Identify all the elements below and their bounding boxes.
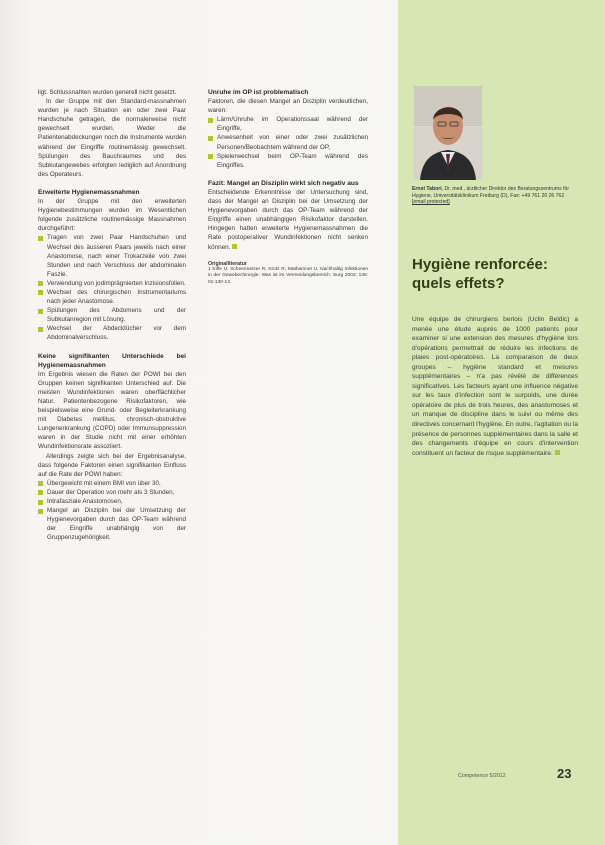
paragraph: Im Ergebnis wiesen die Raten der POWI bei den Gruppen keinen signifikanten Unterschied auf. Die meisten Wundinfektionen waren oberflächlicher Natur. Patientenbezogene Risikofaktoren, wie beispielsweise eine Grund- oder Begleiterkrankung mit Diabetes mellitus, chronisch-obstruktive Lungenerkrankung (COPD) oder Immunsuppression waren in der Studie nicht mit einer erhöhten Wundinfektionsrate assoziiert. [38,370,186,451]
list-item: Intrafasziale Anastomosen, [38,497,186,506]
bullet-list [38,479,186,543]
title-line-1: Hygiène renforcée: [412,256,548,273]
conclusion-text: Entscheidende Erkenntnisse der Untersuchung sind, dass der Mangel an Disziplin bei der Umsetzung der Hygienevorgaben durch das OP-Team während der Eingriffe einen unabhängigen Risikofaktor darstellen. Hingegen hatten erweiterte Hygienemassnahmen die Rate postoperativer Wundinfektionen nicht senken können. [208,188,368,251]
reference-item: 1 Kiffe U, Scheermetzer R, Krotz R, Mathamnet U. Nachhaltig Infektionen in der Gewebechirurgie: Was ist im Vermeidungsbereich. Surg 2002; 136: 01-130-13. [208,267,368,285]
author-photo [414,86,482,180]
paragraph [208,188,368,252]
section-heading: Erweiterte Hygienemassnahmen [38,188,140,196]
section-heading: Fazit: Mangel an Disziplin wirkt sich negativ aus [208,179,359,187]
author-name: Ernst Tabori [412,186,442,192]
summary-text: Une équipe de chirurgiens berlois (Uclin Beldic) a menée une étude auprès de 1000 patients pour examiner si une extension des mesures d'hygiène lors d'opérations permettrait de réduire les infections de plaies post-opératoires. La comparaison de deux groupes – hygiène standard et mesures supplémentaires – n'a pas révélé de différences significatives. Les facteurs ayant une influence négative sur les taux d'infection sont le surpoids, une durée opératoire de plus de trois heures, des anastomoses et un manque de discipline dans le suivi ou même des directives concernant l'hygiène. En outre, l'agitation ou la présence de personnes supplémentaires dans la salle et des changements d'équipe en cours d'intervention constituent un facteur de risque supplémentaire. [412,316,578,457]
bullet-list [38,233,186,342]
author-caption [412,186,584,206]
end-square-icon [232,244,237,249]
list-item: Verwendung von jodimprägnierten Inzisionsfolien. [38,279,186,288]
end-square-icon [555,450,560,455]
paragraph: Faktoren, die diesen Mangel an Disziplin verdeutlichen, waren: [208,98,368,115]
list-item: Anwesenheit von einer oder zwei zusätzlichen Personen/Beobachtern während der OP, [208,133,368,151]
list-item: Spielerwechsel beim OP-Team während des Eingriffes. [208,152,368,170]
section-heading: Keine signifikanten Unterschiede bei Hygienemassnahmen [38,352,186,369]
list-item: Mangel an Disziplin bei der Umsetzung der Hygienevorgaben durch das OP-Team während der Eingriffe unabhängig von der Gruppenzugehörigkeit. [38,506,186,542]
list-item: Wechsel der Abdecktücher vor dem Abdominalverschluss. [38,324,186,342]
list-item: Übergewicht mit einem BMI von über 30, [38,479,186,488]
list-item: Tragen von zwei Paar Handschuhen und Wechsel des äusseren Paars jeweils nach einer Anastomose, nach einer Trokarzeile von zwei Stunden und nach Verschluss der abdominalen Faszie. [38,233,186,278]
title-line-2: quels effets? [412,275,505,292]
list-item: Dauer der Operation von mehr als 3 Stunden, [38,488,186,497]
list-item: Lärm/Unruhe im Operationssaal während der Eingriffe, [208,115,368,133]
bullet-list [208,115,368,170]
article-column-2 [208,88,368,286]
references [208,261,368,287]
author-details: , Dr. med., ärztlicher Direktor des Beratungszentrums für Hygiene, Universitätsklinikum Freiburg (D), Fax: +49 761 20 26 762 [412,186,570,199]
paragraph: In der Gruppe mit den Standard-massnahmen wurden je nach Situation ein oder zwei Paar Handschuhe getragen, die normalerweise nicht gewechselt wurden. Weder die Patientenabdeckungen noch die Instrumente wurden während der Eingriffe routinemässig gewechselt. Spülungen des Bauchraumes und des Subkutangewebes erfolgten lediglich auf Anordnung des Operateurs. [38,98,186,178]
list-item: Spülungen des Abdomens und der Subkutanregion mit Lösung. [38,306,186,324]
paragraph: Allerdings zeigte sich bei der Ergebnisanalyse, dass folgende Faktoren einen signifikanten Einfluss auf die Rate der POWI haben: [38,452,186,478]
page-number: 23 [557,766,572,781]
french-summary-title [412,255,592,293]
paragraph: In der Gruppe mit den erweiterten Hygienebestimmungen wurden im Wesentlichen folgende zusätzliche routinemässige Massnahmen durchgeführt: [38,198,186,233]
french-summary-body [412,315,578,458]
journal-footer: Competence 5/2012 [458,773,506,779]
references-title: Originalliteratur [208,260,247,267]
author-email-link[interactable]: [email protected] [412,199,450,205]
section-heading: Unruhe im OP ist problematisch [208,89,309,96]
article-column-1 [38,88,186,543]
list-item: Wechsel des chirurgischen Instrumentariums nach jeder Anastomose. [38,288,186,306]
paragraph: ligt. Schlussnahten wurden generell nicht gesetzt. [38,89,177,96]
